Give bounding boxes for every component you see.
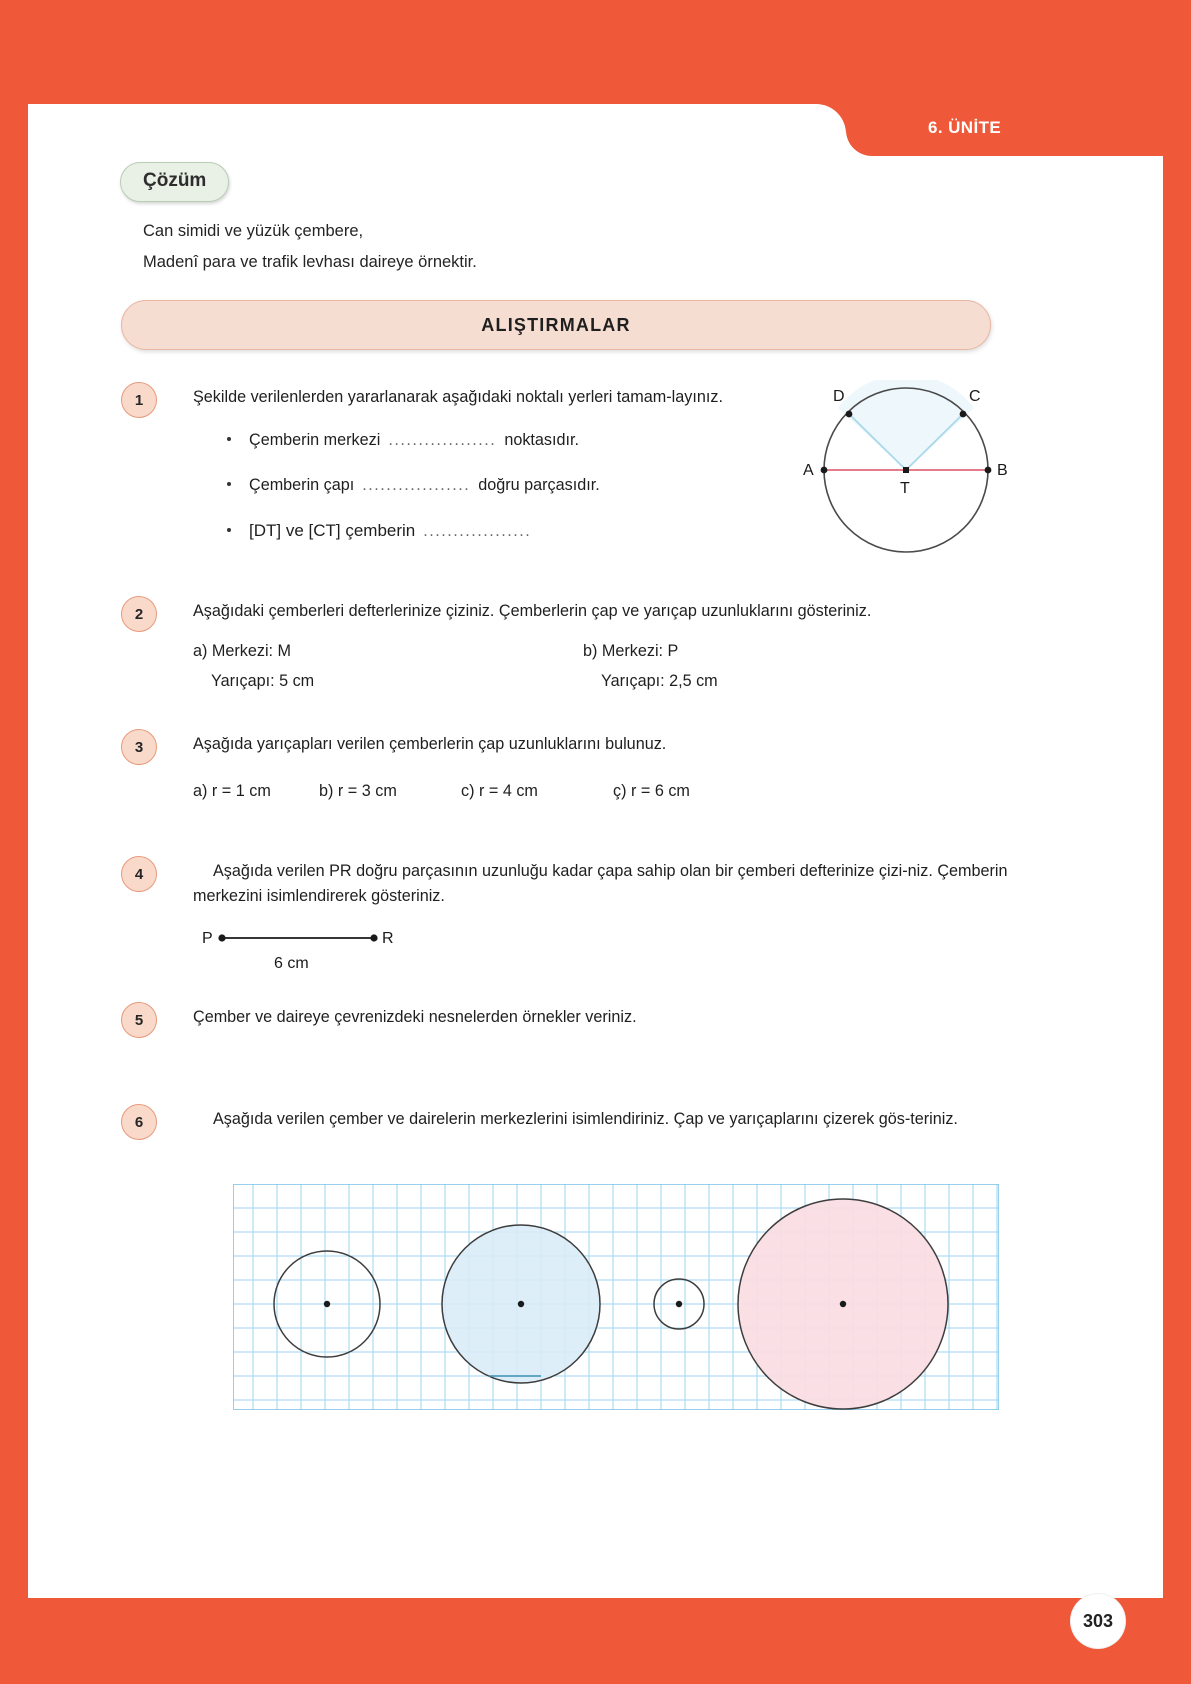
grid-circle-3-center: [676, 1301, 682, 1307]
bullet-1-before: Çemberin merkezi: [249, 431, 381, 449]
page-frame-top: [0, 0, 1191, 104]
grid-circle-1-center: [324, 1301, 330, 1307]
exercise-number-badge-2: 2: [121, 596, 157, 632]
bullet-3-blank: ..................: [423, 522, 532, 540]
bullet-2-after: doğru parçasıdır.: [478, 476, 600, 494]
exercise-number-badge-4: 4: [121, 856, 157, 892]
bullet-item: [193, 518, 793, 544]
exercise-2-text: Aşağıdaki çemberleri defterlerinize çiziniz. Çemberlerin çap ve yarıçap uzunluklarını gösteriniz.: [193, 602, 872, 620]
exercise-number-badge-3: 3: [121, 729, 157, 765]
exercises-banner-title: ALIŞTIRMALAR: [481, 314, 631, 335]
page-content: [28, 104, 1163, 1598]
exercise-6-text: Aşağıda verilen çember ve dairelerin merkezlerini isimlendiriniz. Çap ve yarıçaplarını çizerek gös-teriniz.: [213, 1110, 958, 1128]
page-frame-left: [0, 0, 28, 1684]
exercise-3-option-c: c) r = 4 cm: [461, 782, 538, 800]
label-b: B: [997, 462, 1008, 479]
exercise-2-item-b-line2: Yarıçapı: 2,5 cm: [601, 672, 718, 690]
exercise-1-bullets: [193, 428, 793, 544]
exercise-3-options: [193, 779, 1073, 804]
exercise-number-badge-1: 1: [121, 382, 157, 418]
solution-line-1: Can simidi ve yüzük çembere,: [143, 222, 364, 240]
exercise-2-item-b: [583, 639, 973, 694]
exercise-number-badge-5: 5: [121, 1002, 157, 1038]
bullet-dot-icon: [227, 437, 231, 441]
exercise-3-text: Aşağıda yarıçapları verilen çemberlerin çap uzunluklarını bulunuz.: [193, 735, 667, 753]
bullet-2-blank: ..................: [362, 476, 471, 494]
exercise-number-badge-6: 6: [121, 1104, 157, 1140]
exercise-5-text: Çember ve daireye çevrenizdeki nesnelerden örnekler veriniz.: [193, 1008, 637, 1026]
page-frame-right: [1163, 0, 1191, 1684]
bullet-3-before: [DT] ve [CT] çemberin: [249, 521, 416, 540]
grid-circle-2-center: [518, 1301, 524, 1307]
exercise-2-items: [193, 639, 1073, 694]
solution-text: [143, 216, 477, 278]
label-c: C: [969, 388, 981, 405]
exercise-2-item-a-line2: Yarıçapı: 5 cm: [211, 672, 315, 690]
label-a: A: [803, 462, 814, 479]
bullet-item: [193, 473, 793, 498]
exercise-2-item-a-label: a) Merkezi: M: [193, 642, 292, 660]
label-d: D: [833, 388, 845, 405]
exercise-3-option-a: a) r = 1 cm: [193, 782, 271, 800]
exercise-1-text: Şekilde verilenlerden yararlanarak aşağıdaki noktalı yerleri tamam-layınız.: [193, 388, 723, 406]
bullet-dot-icon: [227, 482, 231, 486]
grid-circle-4-center: [840, 1301, 846, 1307]
page-number: 303: [1071, 1594, 1125, 1648]
grid-circles-figure: [231, 1182, 1001, 1412]
exercise-3-option-b: b) r = 3 cm: [319, 782, 397, 800]
exercise-4-text: Aşağıda verilen PR doğru parçasının uzunluğu kadar çapa sahip olan bir çemberi defterinize çizi-niz. Çemberin merkezini isimlendirerek gösteriniz.: [193, 862, 1008, 905]
bullet-2-before: Çemberin çapı: [249, 476, 355, 494]
bullet-1-after: noktasıdır.: [504, 431, 579, 449]
unit-label: 6. ÜNİTE: [928, 118, 1002, 137]
segment-length-label: 6 cm: [274, 955, 309, 972]
exercises-banner: [121, 300, 991, 350]
label-t: T: [900, 480, 910, 497]
solution-pill: Çözüm: [120, 162, 229, 202]
exercise-2-item-a: [193, 639, 583, 694]
bullet-item: [193, 428, 793, 453]
circle-diagram-exercise-1: [791, 380, 1021, 555]
exercise-3-option-d: ç) r = 6 cm: [613, 782, 690, 800]
bullet-1-blank: ..................: [388, 431, 497, 449]
exercise-2-item-b-label: b) Merkezi: P: [583, 642, 679, 660]
solution-line-2: Madenî para ve trafik levhası daireye örnektir.: [143, 253, 477, 271]
bullet-dot-icon: [227, 528, 231, 532]
segment-figure-pr: [196, 922, 446, 982]
page-frame-bottom: [0, 1598, 1191, 1684]
segment-label-r: R: [382, 930, 394, 947]
segment-label-p: P: [202, 930, 213, 947]
